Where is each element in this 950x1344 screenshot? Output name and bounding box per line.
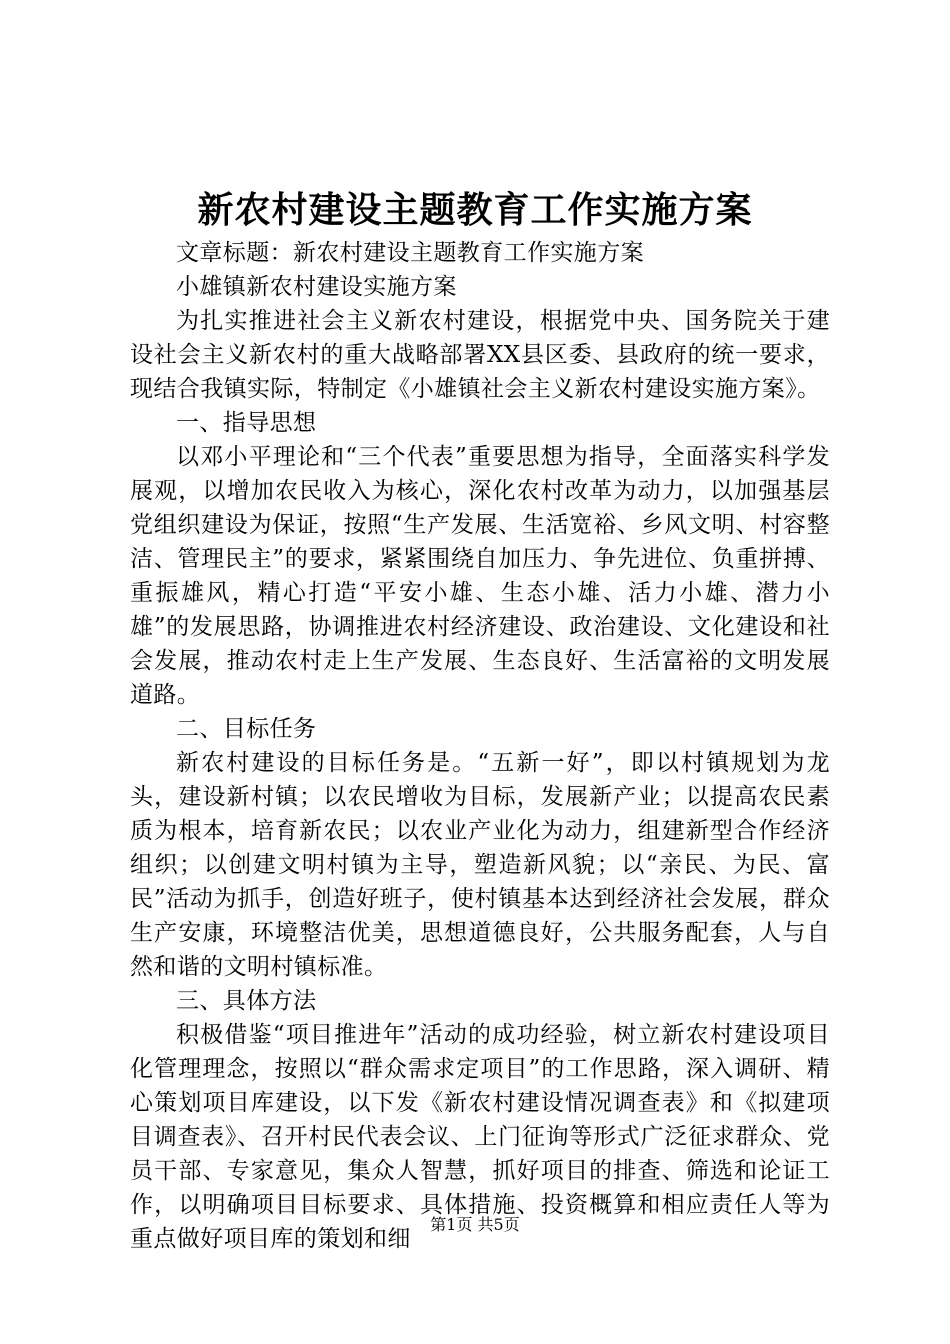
section-heading-goals: 二、目标任务 xyxy=(176,716,317,742)
methods-paragraph: 积极借鉴“项目推进年”活动的成功经验，树立新农村建设项目化管理理念，按照以“群众需求定项目”的工作思路，深入调研、精心策划项目库建设，以下发《新农村建设情况调查表》和《拟建项目调查表》、召开村民代表会议、上门征询等形式广泛征求群众、党员干部、专家意见，集众人智慧，抓好项目的排查、筛选和论证工作，以明确项目目标要求、具体措施、投资概算和相应责任人等为重点做好项目库的策划和细 xyxy=(130,1022,830,1252)
guiding-thought-paragraph: 以邓小平理论和“三个代表”重要思想为指导，全面落实科学发展观，以增加农民收入为核心，深化农村改革为动力，以加强基层党组织建设为保证，按照“生产发展、生活宽裕、乡风文明、村容整洁、管理民主”的要求，紧紧围绕自加压力、争先进位、负重拼搏、重振雄风，精心打造“平安小雄、生态小雄、活力小雄、潜力小雄”的发展思路，协调推进农村经济建设、政治建设、文化建设和社会发展，推动农村走上生产发展、生态良好、生活富裕的文明发展道路。 xyxy=(130,444,830,708)
page-footer: 第1页 共5页 xyxy=(430,1215,520,1234)
section-heading-guiding-thought: 一、指导思想 xyxy=(176,410,317,436)
intro-paragraph: 为扎实推进社会主义新农村建设，根据党中央、国务院关于建设社会主义新农村的重大战略部署XX县区委、县政府的统一要求，现结合我镇实际，特制定《小雄镇社会主义新农村建设实施方案》。 xyxy=(130,308,830,402)
document-body xyxy=(130,236,830,1256)
article-title-line: 文章标题：新农村建设主题教育工作实施方案 xyxy=(176,240,644,266)
document-title: 新农村建设主题教育工作实施方案 xyxy=(197,189,753,231)
section-heading-methods: 三、具体方法 xyxy=(176,988,317,1014)
subtitle-line: 小雄镇新农村建设实施方案 xyxy=(176,274,457,300)
goals-paragraph: 新农村建设的目标任务是。“五新一好”，即以村镇规划为龙头，建设新村镇；以农民增收为目标，发展新产业；以提高农民素质为根本，培育新农民；以农业产业化为动力，组建新型合作经济组织；以创建文明村镇为主导，塑造新风貌；以“亲民、为民、富民”活动为抓手，创造好班子，使村镇基本达到经济社会发展，群众生产安康，环境整洁优美，思想道德良好，公共服务配套，人与自然和谐的文明村镇标准。 xyxy=(130,750,830,980)
